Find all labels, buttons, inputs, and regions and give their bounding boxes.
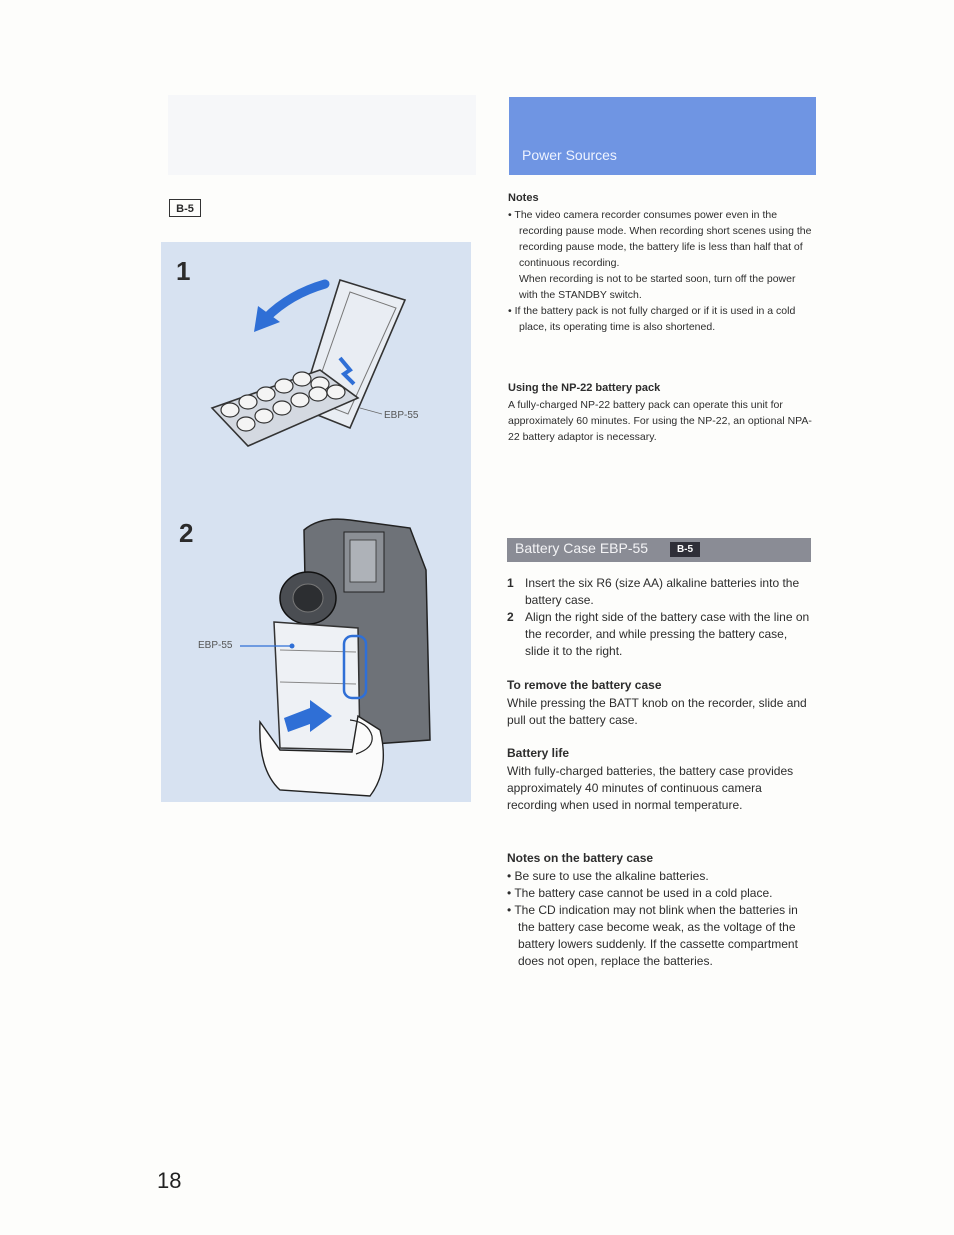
notes-bullet-1: • The video camera recorder consumes power even in the recording pause mode. When recording short scenes using the recording pause mode, the battery life is less than half that of continuous recording. (508, 209, 812, 269)
step-number-2: 2 (179, 518, 194, 548)
notes-section (508, 190, 812, 335)
np22-heading: Using the NP-22 battery pack (508, 382, 661, 394)
camcorder-attach-illustration (240, 510, 440, 800)
np22-section (508, 380, 812, 445)
battery-case (274, 622, 360, 750)
battery-case-step-2: 2 Align the right side of the battery case with the line on the recorder, and while pressing the battery case, slide it to the right. (507, 610, 810, 658)
callout-ebp55-1: EBP-55 (384, 410, 419, 421)
notes-bullet-2: • If the battery pack is not fully charged or if it is used in a cold place, its operating time is also shortened. (508, 305, 796, 333)
battery-life-heading: Battery life (507, 746, 570, 760)
faded-print-area (168, 95, 476, 175)
battery-case-figure-ref: B-5 (670, 542, 700, 557)
case-notes-section (507, 850, 811, 970)
callout-ebp55-2: EBP-55 (198, 640, 233, 651)
section-header-band (509, 97, 816, 175)
case-notes-heading: Notes on the battery case (507, 851, 654, 865)
page-number: 18 (157, 1168, 182, 1193)
battery-case-step-1: 1 Insert the six R6 (size AA) alkaline batteries into the battery case. (507, 576, 800, 607)
notes-heading: Notes (508, 192, 539, 204)
battery-case-title: Battery Case EBP-55 (515, 540, 649, 556)
remove-section (507, 677, 811, 729)
case-note-2: • The battery case cannot be used in a cold place. (507, 886, 773, 900)
section-title: Power Sources (522, 147, 617, 163)
figure-reference: B-5 (169, 199, 201, 217)
np22-body: A fully-charged NP-22 battery pack can operate this unit for approximately 60 minutes. For using the NP-22, an optional NPA-22 battery adaptor is necessary. (508, 399, 812, 443)
battery-case-open-illustration (200, 270, 440, 470)
case-note-3: • The CD indication may not blink when the batteries in the battery case become weak, as the voltage of the battery lowers suddenly. If the cassette compartment does not open, replace the batteries. (507, 903, 798, 968)
battery-life-body: With fully-charged batteries, the battery case provides approximately 40 minutes of continuous camera recording when used in normal temperature. (507, 764, 794, 812)
case-note-1: • Be sure to use the alkaline batteries. (507, 869, 709, 883)
battery-case-steps (507, 575, 811, 660)
step-number-1: 1 (176, 256, 191, 286)
notes-bullet-1-continuation: When recording is not to be started soon, turn off the power with the STANDBY switch. (519, 273, 796, 301)
rotate-arrow-icon (266, 284, 325, 318)
battery-life-section (507, 745, 811, 814)
remove-heading: To remove the battery case (507, 678, 662, 692)
remove-body: While pressing the BATT knob on the recorder, slide and pull out the battery case. (507, 696, 807, 727)
